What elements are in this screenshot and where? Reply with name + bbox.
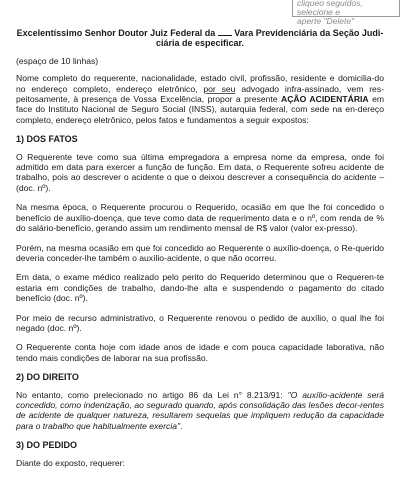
fatos-paragraph-3: Porém, na mesma ocasião em que foi concedido ao Requerente o auxílio-doença, o Re-querido deveria conceder-lhe também o auxílio-acidente, o que não ocorreu.	[16, 242, 384, 263]
tooltip-line-2: aperte "Delete"	[297, 16, 355, 26]
direito-quote: "O auxílio-acidente será concedido, como indenização, ao segurado quando, após consolidação das lesões decor-rentes de acidente de qualquer natureza, resultarem sequelas que impliquem redução da capacidade para o trabalho que habitualmente exercia"	[16, 389, 384, 431]
action-title: AÇÃO ACIDENTÁRIA	[281, 94, 369, 105]
title-part-1: Excelentíssimo Senhor Doutor Juiz Federal da	[16, 28, 216, 38]
direito-end: .	[180, 420, 183, 431]
title-part-2: Vara Previdenciária da Seção Judi-	[234, 28, 384, 38]
pedido-intro: Diante do exposto, requerer:	[16, 457, 125, 468]
section-heading-pedido: 3) DO PEDIDO	[16, 440, 78, 451]
intro-underlined-text: por seu	[203, 83, 236, 94]
fatos-paragraph-4: Em data, o exame médico realizado pelo perito do Requerido determinou que o Requeren-te estaria em condições de trabalho, dando-lhe alta e suspendendo o pagamento do citado benefício (doc. nº).	[16, 272, 384, 304]
direito-paragraph	[16, 390, 384, 432]
tooltip-hint	[292, 0, 400, 26]
intro-paragraph	[16, 73, 384, 125]
spacing-note: (espaço de 10 linhas)	[16, 55, 99, 66]
section-heading-direito: 2) DO DIREITO	[16, 372, 79, 383]
tooltip-line-1: cliqueo seguidos, selecione e	[297, 0, 363, 17]
section-heading-fatos: 1) DOS FATOS	[16, 134, 78, 145]
title-part-3: ciária de especificar.	[155, 38, 245, 49]
title-blank-field	[218, 27, 232, 36]
fatos-paragraph-2: Na mesma época, o Requerente procurou o Requerido, ocasião em que lhe foi concedido o benefício de auxílio-doença, que teve como data de requerimento data e o nº, com renda de % do salário-benefício, gerando assim um rendimento mensal de R$ valor (valor ex-presso).	[16, 202, 384, 234]
intro-text-3: em face do Instituto Nacional de Seguro Social (INSS), autarquia federal, com sede na en-dereço completo, endereço eletrônico, pelos fatos e fundamentos a seguir expostos:	[16, 94, 385, 125]
document-body[interactable]	[16, 27, 384, 468]
intro-text-2: advogado infra-assinado, vem res-peitosamente, à presença de Vossa Excelência, propor a presente	[16, 83, 384, 105]
fatos-paragraph-6: O Requerente conta hoje com idade anos de idade e com pouca capacidade laborativa, não tendo mais condições de laborar na sua profissão.	[16, 342, 384, 363]
intro-text-1: Nome completo do requerente, nacionalidade, estado civil, profissão, residente e domicilia-do no endereço completo, endereço eletrônico,	[16, 73, 384, 94]
document-title	[16, 27, 384, 49]
fatos-paragraph-1: O Requerente teve como sua última empregadora a empresa nome da empresa, onde foi admitido em data para exercer a função de função. Em data, o Requerente sofreu acidente de trabalho, pois ao descrever o acidente o que o deixou descrever a consequência do acidente – (doc. nº).	[16, 151, 384, 193]
fatos-paragraph-5: Por meio de recurso administrativo, o Requerente renovou o pedido de auxílio, o qual lhe foi negado (doc. nº).	[16, 312, 384, 333]
direito-intro: No entanto, como prelecionado no artigo 86 da Lei n° 8.213/91:	[16, 389, 288, 400]
